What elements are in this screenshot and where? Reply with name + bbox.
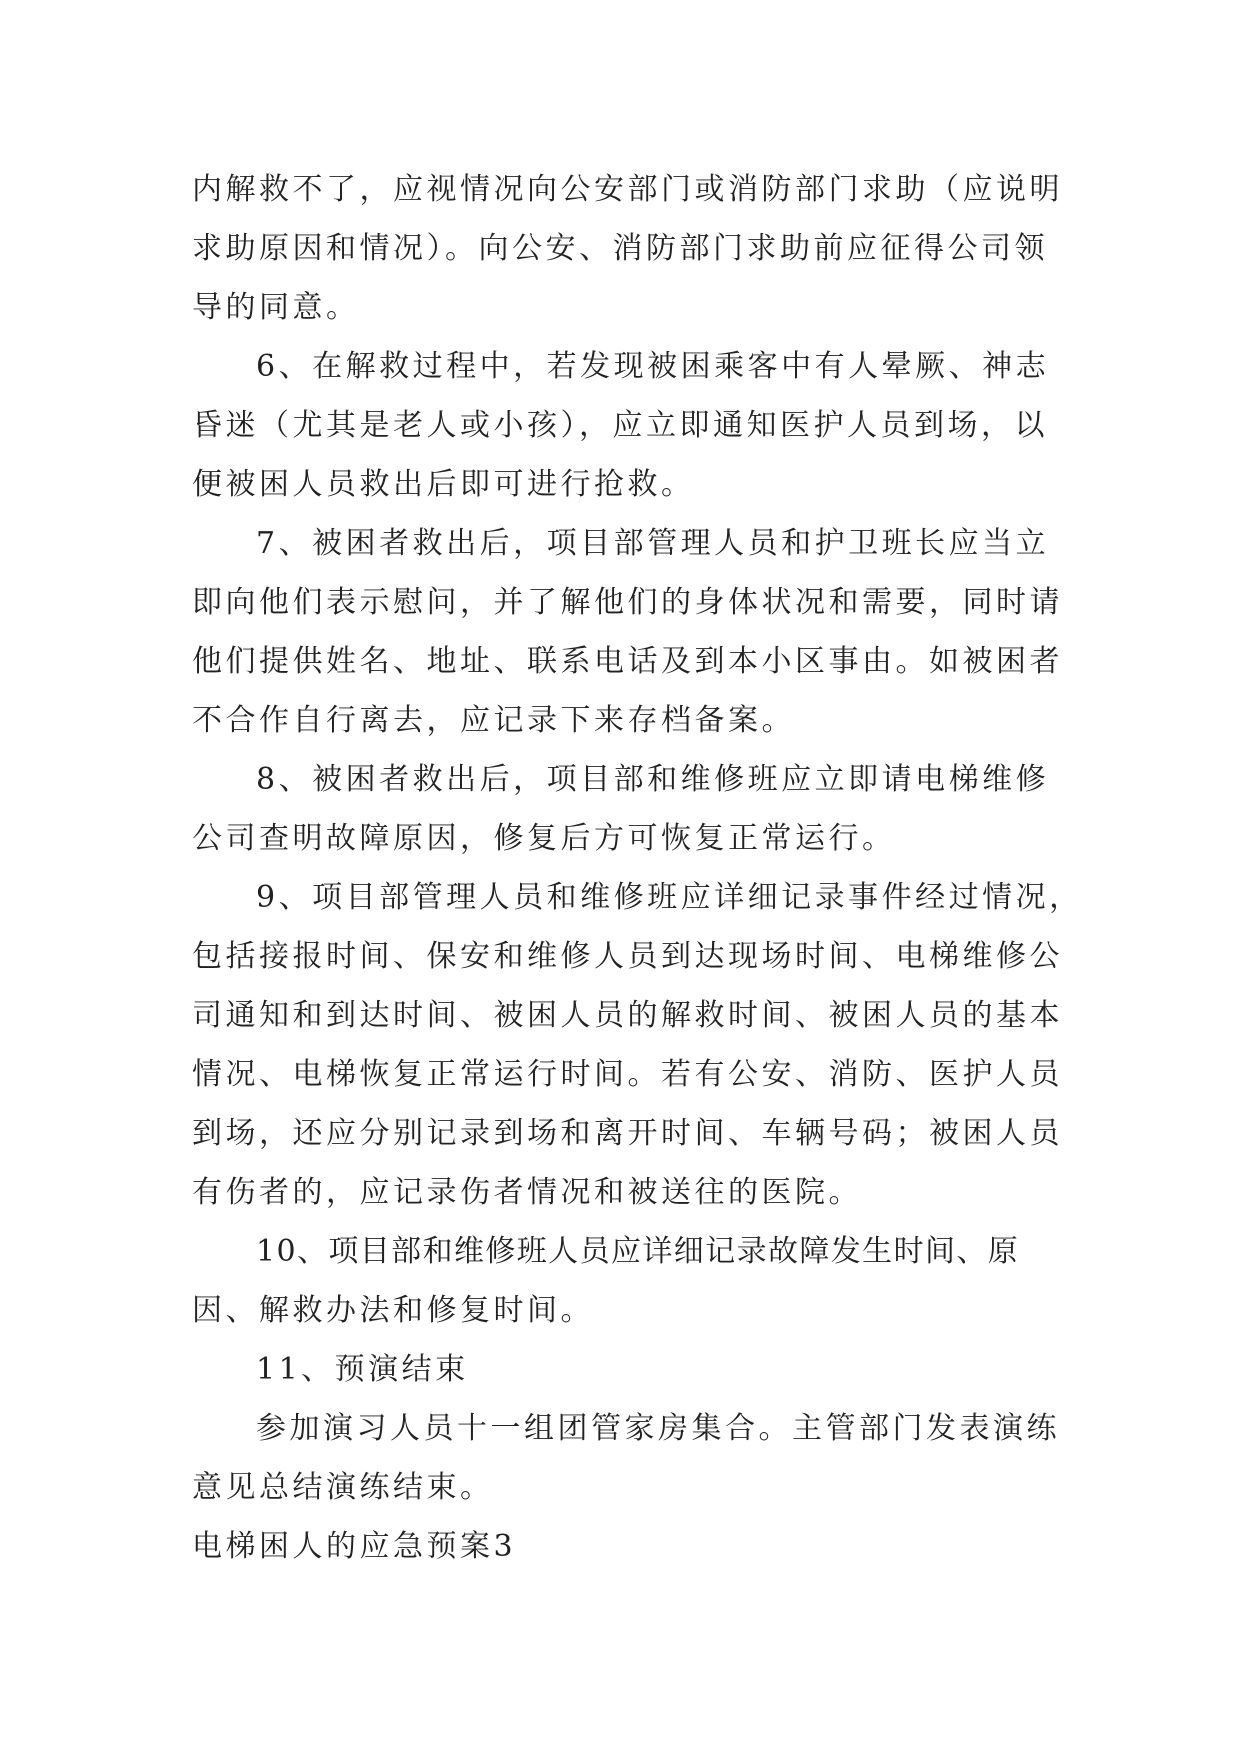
text-line: 因、解救办法和修复时间。	[192, 1293, 594, 1328]
paragraph-item-10: 10、项目部和维修班人员应详细记录故障发生时间、原	[256, 1234, 1020, 1269]
text-line: 公司查明故障原因，修复后方可恢复正常运行。	[192, 821, 896, 856]
paragraph-item-7: 7、被困者救出后，项目部管理人员和护卫班长应当立	[256, 526, 1050, 561]
text-line: 不合作自行离去，应记录下来存档备案。	[192, 703, 795, 738]
text-line: 求助原因和情况）。向公安、消防部门求助前应征得公司领	[192, 231, 1048, 266]
text-line: 有伤者的，应记录伤者情况和被送往的医院。	[192, 1175, 862, 1210]
text-line: 昏迷（尤其是老人或小孩），应立即通知医护人员到场，以	[192, 408, 1048, 443]
text-line: 内解救不了，应视情况向公安部门或消防部门求助（应说明	[192, 172, 1063, 207]
text-line: 导的同意。	[192, 290, 360, 325]
text-line: 意见总结演练结束。	[192, 1470, 494, 1505]
paragraph-item-9: 9、项目部管理人员和维修班应详细记录事件经过情况，	[256, 880, 1083, 915]
text-line: 包括接报时间、保安和维修人员到达现场时间、电梯维修公	[192, 939, 1063, 974]
text-line: 便被困人员救出后即可进行抢救。	[192, 467, 695, 502]
text-line: 情况、电梯恢复正常运行时间。若有公安、消防、医护人员	[192, 1057, 1063, 1092]
text-line: 司通知和到达时间、被困人员的解救时间、被困人员的基本	[192, 998, 1063, 1033]
paragraph-item-11: 11、预演结束	[256, 1352, 469, 1387]
text-line: 即向他们表示慰问，并了解他们的身体状况和需要，同时请	[192, 585, 1063, 620]
text-line: 他们提供姓名、地址、联系电话及到本小区事由。如被困者	[192, 644, 1063, 679]
text-line: 到场，还应分别记录到场和离开时间、车辆号码；被困人员	[192, 1116, 1063, 1151]
paragraph-item-8: 8、被困者救出后，项目部和维修班应立即请电梯维修	[256, 762, 1050, 797]
text-line: 参加演习人员十一组团管家房集合。主管部门发表演练	[256, 1411, 1060, 1446]
document-body	[192, 160, 1083, 1576]
section-heading: 电梯困人的应急预案3	[192, 1529, 517, 1564]
paragraph-item-6: 6、在解救过程中，若发现被困乘客中有人晕厥、神志	[256, 349, 1050, 384]
